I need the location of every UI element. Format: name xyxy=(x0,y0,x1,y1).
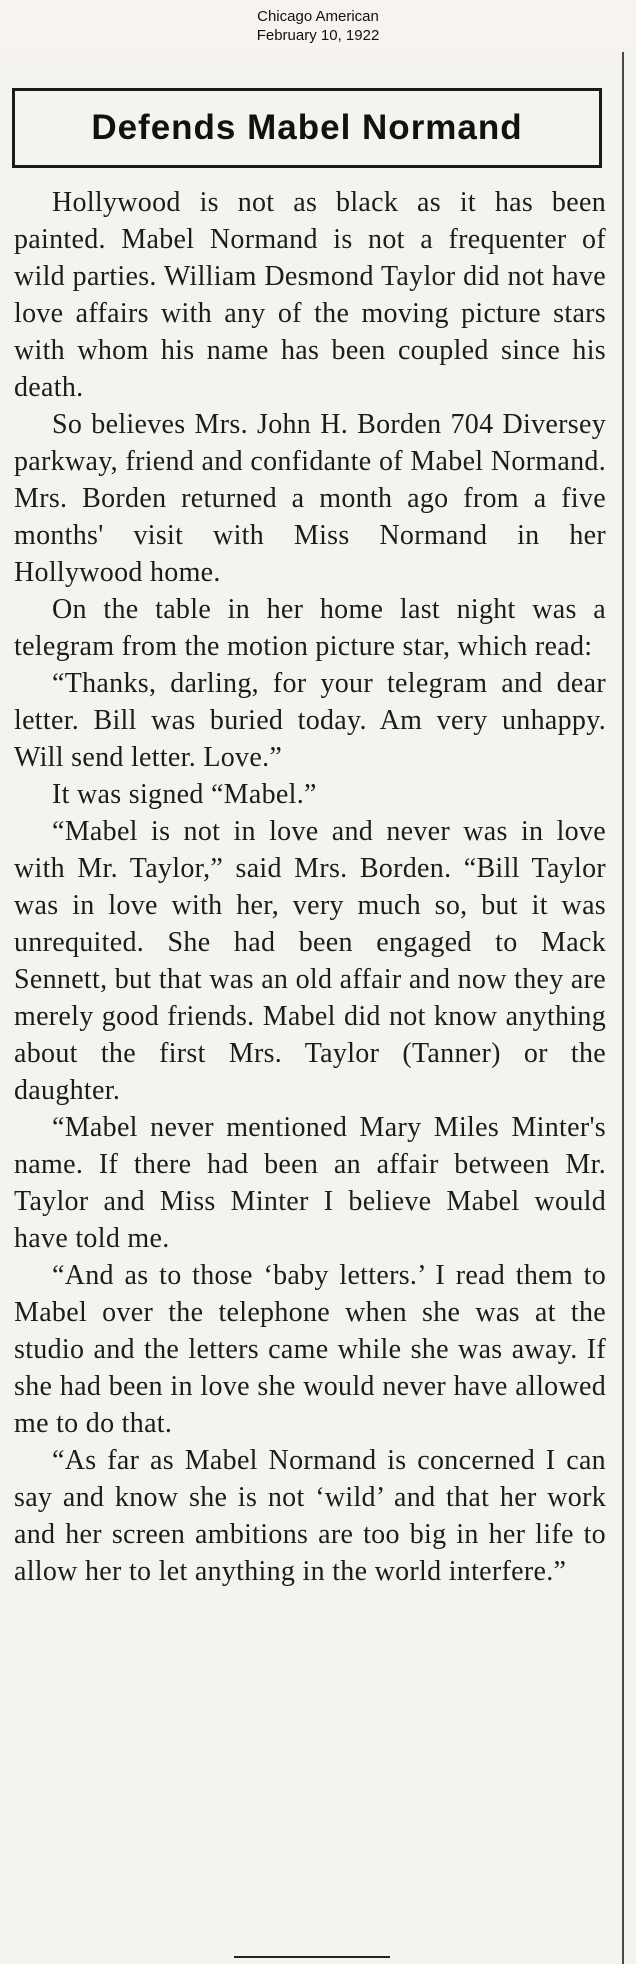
article-paragraph: Hollywood is not as black as it has been painted. Mabel Normand is not a frequenter of wild parties. William Desmond Taylor did not have love affairs with any of the moving picture stars with whom his name has been coupled since his death. xyxy=(14,187,606,403)
article-paragraph: It was signed “Mabel.” xyxy=(52,779,317,810)
end-rule xyxy=(234,1956,390,1958)
article-body xyxy=(14,184,606,1590)
headline: Defends Mabel Normand xyxy=(91,108,523,147)
publication-date: February 10, 1922 xyxy=(256,27,380,44)
article-paragraph: On the table in her home last night was a telegram from the motion picture star, which read: xyxy=(14,594,606,662)
article-paragraph: “As far as Mabel Normand is concerned I can say and know she is not ‘wild’ and that her work and her screen ambitions are too big in her life to allow her to let anything in the world interfere.” xyxy=(14,1445,606,1587)
column-rule xyxy=(622,52,624,1964)
article-paragraph: So believes Mrs. John H. Borden 704 Diversey parkway, friend and confidante of Mabel Normand. Mrs. Borden returned a month ago from a five months' visit with Miss Normand in her Hollywood home. xyxy=(14,409,606,588)
article-paragraph: “Thanks, darling, for your telegram and dear letter. Bill was buried today. Am very unhappy. Will send letter. Love.” xyxy=(14,668,606,773)
headline-box xyxy=(12,88,602,168)
article-paragraph: “Mabel never mentioned Mary Miles Minter's name. If there had been an affair between Mr. Taylor and Miss Minter I believe Mabel would have told me. xyxy=(14,1112,606,1254)
publication-name: Chicago American xyxy=(257,8,379,25)
article-paragraph: “And as to those ‘baby letters.’ I read them to Mabel over the telephone when she was at the studio and the letters came while she was away. If she had been in love she would never have allowed me to do that. xyxy=(14,1260,606,1439)
source-caption xyxy=(0,0,636,52)
article-paragraph: “Mabel is not in love and never was in love with Mr. Taylor,” said Mrs. Borden. “Bill Taylor was in love with her, very much so, but it was unrequited. She had been engaged to Mack Sennett, but that was an old affair and now they are merely good friends. Mabel did not know anything about the first Mrs. Taylor (Tanner) or the daughter. xyxy=(14,816,606,1106)
newspaper-clipping xyxy=(0,52,636,1964)
